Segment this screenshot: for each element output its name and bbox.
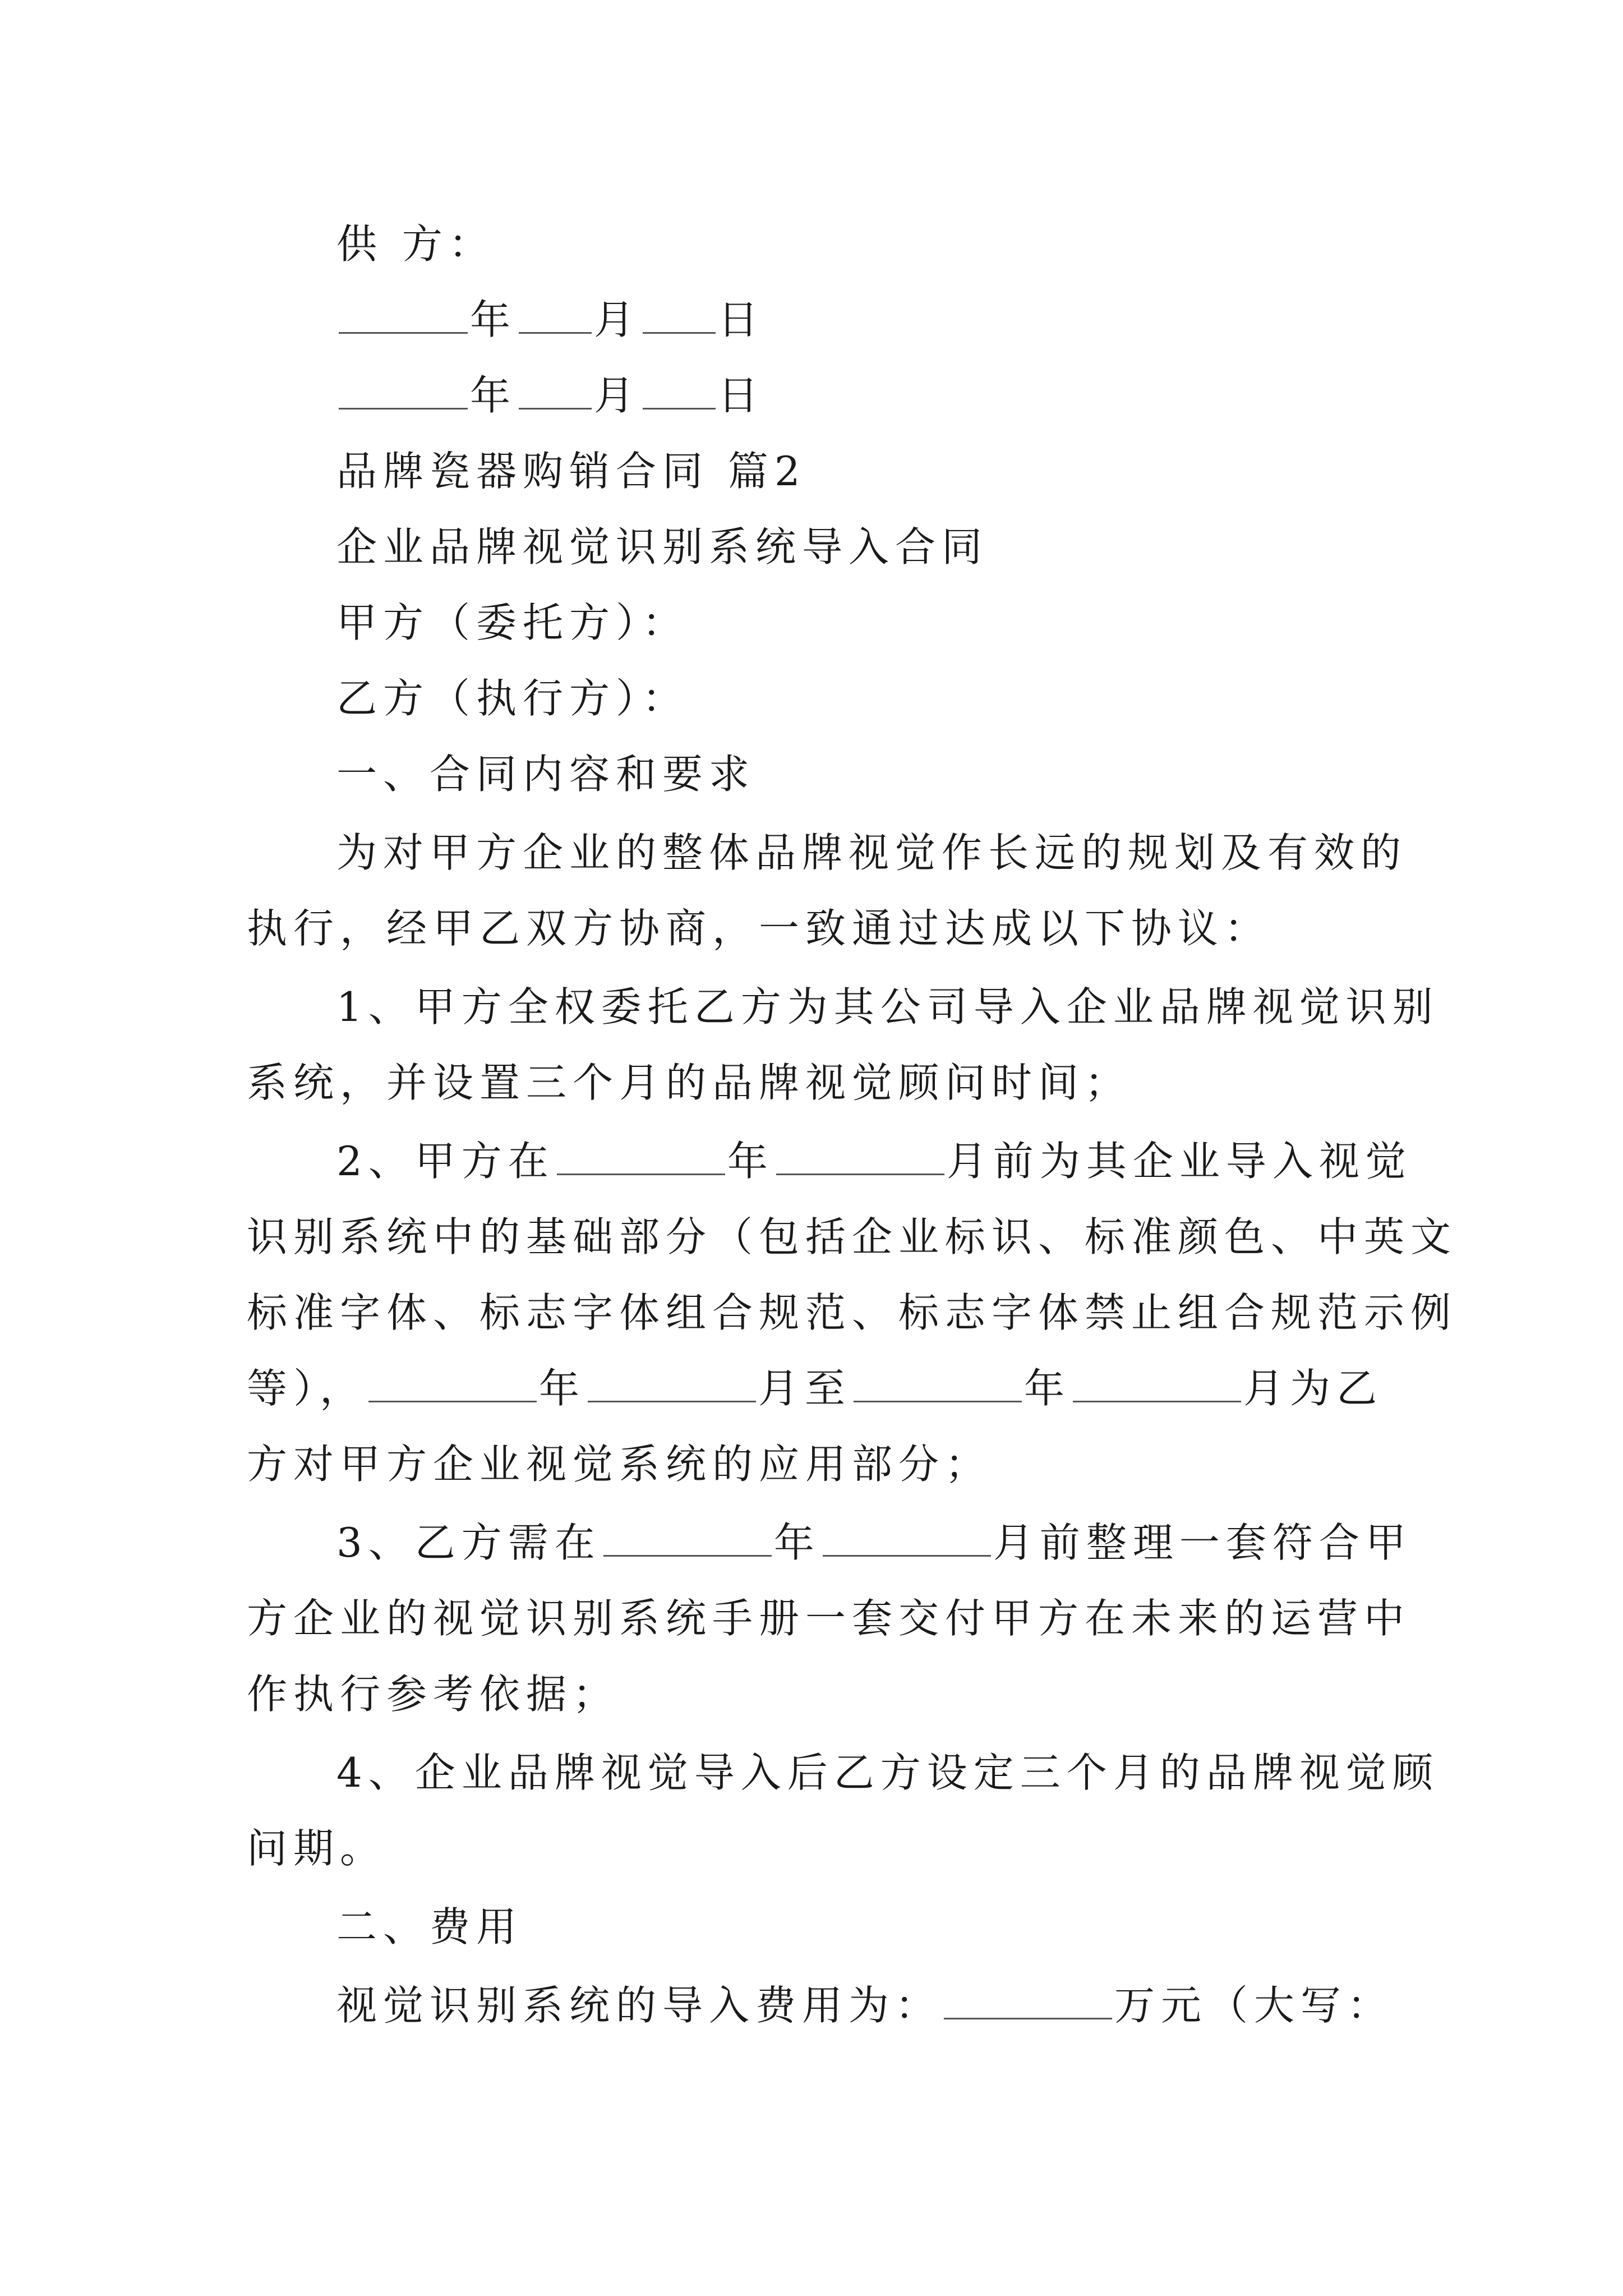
- month-blank[interactable]: [823, 1520, 991, 1557]
- clause-heading-2: 二、费用: [336, 1903, 523, 1950]
- clause-item-3-rest: 月前整理一套符合甲: [993, 1519, 1412, 1566]
- day-label: 日: [718, 296, 765, 343]
- paragraph-line: 方对甲方企业视觉系统的应用部分；: [247, 1441, 992, 1488]
- clause-item-4: 4、企业品牌视觉导入后乙方设定三个月的品牌视觉顾: [336, 1749, 1439, 1796]
- paragraph-line: 问期。: [247, 1825, 387, 1872]
- year-label: 年: [773, 1519, 820, 1566]
- month-label: 月至: [758, 1365, 852, 1412]
- supplier-text: 供 方：: [336, 220, 495, 268]
- clause-item-3-text: 3、乙方需在: [336, 1519, 601, 1566]
- year-blank[interactable]: [339, 373, 468, 409]
- date-range-line: [247, 1360, 1383, 1416]
- year-label: 年: [727, 1138, 774, 1185]
- party-b-label: 乙方（执行方）：: [336, 675, 689, 722]
- paragraph-line: 系统，并设置三个月的品牌视觉顾问时间；: [247, 1059, 1132, 1106]
- contract-title: 企业品牌视觉识别系统导入合同: [336, 523, 989, 570]
- month-blank[interactable]: [588, 1366, 756, 1402]
- clause-heading-1: 一、合同内容和要求: [336, 751, 756, 798]
- year-blank[interactable]: [339, 297, 468, 334]
- paragraph-line: 识别系统中的基础部分（包括企业标识、标准颜色、中英文: [247, 1213, 1458, 1260]
- text-fragment: 月为乙: [1243, 1365, 1384, 1412]
- day-blank[interactable]: [643, 297, 716, 334]
- day-blank[interactable]: [643, 373, 716, 409]
- year-label: 年: [470, 372, 517, 419]
- section-heading: 品牌瓷器购销合同 篇2: [336, 448, 806, 495]
- month-blank[interactable]: [1073, 1366, 1241, 1402]
- month-blank[interactable]: [776, 1139, 944, 1175]
- date-line-2: [336, 367, 764, 424]
- year-label: 年: [1024, 1365, 1071, 1412]
- paragraph-line: 作执行参考依据；: [247, 1671, 620, 1718]
- fee-blank[interactable]: [944, 1983, 1112, 2019]
- party-a-label: 甲方（委托方）：: [336, 599, 689, 646]
- month-blank[interactable]: [519, 297, 592, 334]
- month-label: 月: [594, 296, 641, 343]
- fee-line: [336, 1977, 1394, 2033]
- clause-item-3: [336, 1515, 1412, 1571]
- fee-unit: 万元（大写：: [1114, 1982, 1394, 2029]
- month-blank[interactable]: [519, 373, 592, 409]
- paragraph-line: 标准字体、标志字体组合规范、标志字体禁止组合规范示例: [247, 1289, 1458, 1336]
- text-fragment: 等），: [247, 1365, 367, 1412]
- year-blank[interactable]: [603, 1520, 772, 1557]
- day-label: 日: [718, 372, 765, 419]
- paragraph-line: 执行，经甲乙双方协商，一致通过达成以下协议：: [247, 905, 1271, 952]
- clause-item-1: 1、甲方全权委托乙方为其公司导入企业品牌视觉识别: [336, 983, 1439, 1030]
- date-line-1: [336, 292, 764, 348]
- year-blank[interactable]: [854, 1366, 1022, 1402]
- year-blank[interactable]: [368, 1366, 537, 1402]
- fee-label: 视觉识别系统的导入费用为：: [336, 1982, 942, 2029]
- year-blank[interactable]: [557, 1139, 725, 1175]
- clause-item-2-rest: 月前为其企业导入视觉: [946, 1138, 1412, 1185]
- clause-item-2: [336, 1133, 1412, 1189]
- year-label: 年: [470, 296, 517, 343]
- year-label: 年: [539, 1365, 586, 1412]
- paragraph-line: 为对甲方企业的整体品牌视觉作长远的规划及有效的: [336, 829, 1408, 876]
- supplier-label: [336, 216, 495, 272]
- month-label: 月: [594, 372, 641, 419]
- paragraph-line: 方企业的视觉识别系统手册一套交付甲方在未来的运营中: [247, 1595, 1411, 1642]
- clause-item-2-text: 2、甲方在: [336, 1138, 555, 1185]
